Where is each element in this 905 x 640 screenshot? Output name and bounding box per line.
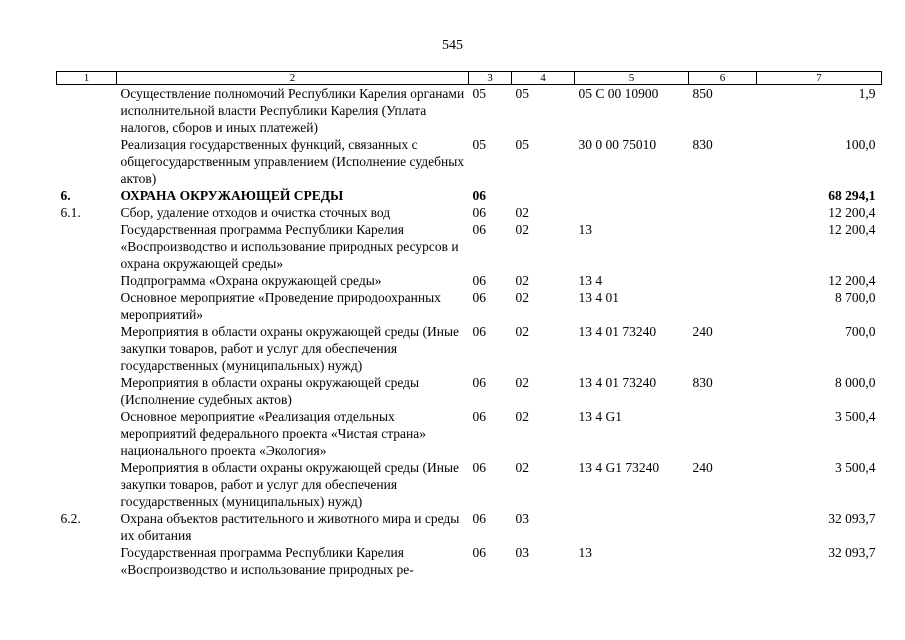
cell-target-article: 13 4 01 73240 [578,324,657,339]
cell-description: Основное мероприятие «Реализация отдельных мероприятий федерального проекта «Чистая страна» национального проекта «Экология» [120,409,426,458]
cell-number [57,323,117,374]
table-row [57,289,882,323]
cell-target-article [575,510,689,544]
cell-subsection: 02 [515,375,529,390]
cell-expense-type: 850 [692,86,713,101]
cell-description: Охрана объектов растительного и животного мира и среды их обитания [120,511,460,543]
cell-section: 05 [472,137,486,152]
cell-amount: 100,0 [845,137,876,152]
cell-amount: 12 200,4 [828,222,876,237]
cell-subsection: 02 [515,273,529,288]
table-row [57,544,882,578]
cell-description: Мероприятия в области охраны окружающей среды (Иные закупки товаров, работ и услуг для обеспечения государственных (муниципальных) нужд) [120,324,460,373]
cell-section: 06 [472,460,486,475]
cell-section: 06 [472,222,486,237]
cell-target-article: 13 [578,222,592,237]
cell-subsection: 02 [515,324,529,339]
cell-number: 6.2. [60,511,81,526]
cell-description: Государственная программа Республики Карелия «Воспроизводство и использование природных ресурсов и охрана окружающей среды» [120,222,459,271]
cell-subsection: 05 [515,137,529,152]
cell-subsection: 03 [515,511,529,526]
cell-target-article: 13 4 G1 [578,409,622,424]
cell-target-article: 13 4 01 73240 [578,375,657,390]
cell-amount: 12 200,4 [828,205,876,220]
cell-description: Реализация государственных функций, связанных с общегосударственным управлением (Исполнение судебных актов) [120,137,465,186]
cell-amount: 8 000,0 [835,375,876,390]
table-row [57,323,882,374]
cell-expense-type [689,289,757,323]
table-row [57,204,882,221]
cell-number: 6. [60,188,71,203]
cell-description: Осуществление полномочий Республики Карелия органами исполнительной власти Республики Карелия (Уплата налогов, сборов и иных платежей) [120,86,465,135]
cell-target-article [575,204,689,221]
page-number: 545 [442,38,463,53]
table-row [57,85,882,137]
table-row [57,408,882,459]
cell-expense-type [689,408,757,459]
table-row [57,510,882,544]
cell-description: Сбор, удаление отходов и очистка сточных вод [120,205,391,220]
cell-target-article: 13 4 [578,273,603,288]
cell-subsection: 02 [515,205,529,220]
cell-number [57,544,117,578]
cell-amount: 3 500,4 [835,409,876,424]
cell-number [57,272,117,289]
cell-section: 06 [472,188,486,203]
cell-subsection: 02 [515,409,529,424]
cell-target-article [575,187,689,204]
cell-section: 06 [472,409,486,424]
col-header: 7 [757,72,882,85]
cell-expense-type: 240 [692,324,713,339]
cell-section: 06 [472,290,486,305]
cell-subsection: 05 [515,86,529,101]
cell-expense-type [689,221,757,272]
cell-expense-type [689,187,757,204]
cell-subsection: 02 [515,222,529,237]
cell-number [57,85,117,137]
col-header: 6 [689,72,757,85]
cell-section: 06 [472,205,486,220]
table-row-section [57,187,882,204]
header-row [57,72,882,85]
cell-section: 06 [472,273,486,288]
cell-description: ОХРАНА ОКРУЖАЮЩЕЙ СРЕДЫ [120,188,344,203]
cell-target-article: 05 С 00 10900 [578,86,659,101]
cell-target-article: 30 0 00 75010 [578,137,657,152]
cell-expense-type: 240 [692,460,713,475]
cell-expense-type [689,204,757,221]
cell-number [57,459,117,510]
cell-description: Подпрограмма «Охрана окружающей среды» [120,273,382,288]
col-header: 4 [512,72,575,85]
col-header: 5 [575,72,689,85]
cell-number [57,374,117,408]
col-header: 2 [117,72,469,85]
cell-number [57,136,117,187]
cell-section: 05 [472,86,486,101]
cell-description: Основное мероприятие «Проведение природоохранных мероприятий» [120,290,441,322]
cell-number [57,408,117,459]
cell-description: Мероприятия в области охраны окружающей среды (Иные закупки товаров, работ и услуг для обеспечения государственных (муниципальных) нужд) [120,460,460,509]
cell-section: 06 [472,545,486,560]
cell-section: 06 [472,375,486,390]
cell-number: 6.1. [60,205,81,220]
cell-section: 06 [472,324,486,339]
cell-target-article: 13 4 G1 73240 [578,460,660,475]
cell-subsection: 02 [515,290,529,305]
cell-expense-type [689,544,757,578]
cell-amount: 32 093,7 [828,545,876,560]
cell-subsection: 02 [515,460,529,475]
cell-amount: 1,9 [858,86,876,101]
col-header: 3 [469,72,512,85]
cell-subsection [512,187,575,204]
cell-number [57,221,117,272]
cell-expense-type [689,510,757,544]
cell-target-article: 13 [578,545,592,560]
cell-description: Государственная программа Республики Карелия «Воспроизводство и использование природных ре- [120,545,414,577]
cell-description: Мероприятия в области охраны окружающей среды (Исполнение судебных актов) [120,375,420,407]
table-row [57,221,882,272]
cell-expense-type: 830 [692,375,713,390]
cell-expense-type: 830 [692,137,713,152]
cell-number [57,289,117,323]
cell-amount: 32 093,7 [828,511,876,526]
col-header: 1 [57,72,117,85]
cell-subsection: 03 [515,545,529,560]
cell-target-article: 13 4 01 [578,290,619,305]
cell-amount: 3 500,4 [835,460,876,475]
table-row [57,459,882,510]
cell-section: 06 [472,511,486,526]
budget-table [56,71,882,578]
cell-amount: 68 294,1 [828,188,876,203]
table-row [57,374,882,408]
table-row [57,136,882,187]
table-row [57,272,882,289]
cell-expense-type [689,272,757,289]
cell-amount: 8 700,0 [835,290,876,305]
cell-amount: 700,0 [845,324,876,339]
cell-amount: 12 200,4 [828,273,876,288]
